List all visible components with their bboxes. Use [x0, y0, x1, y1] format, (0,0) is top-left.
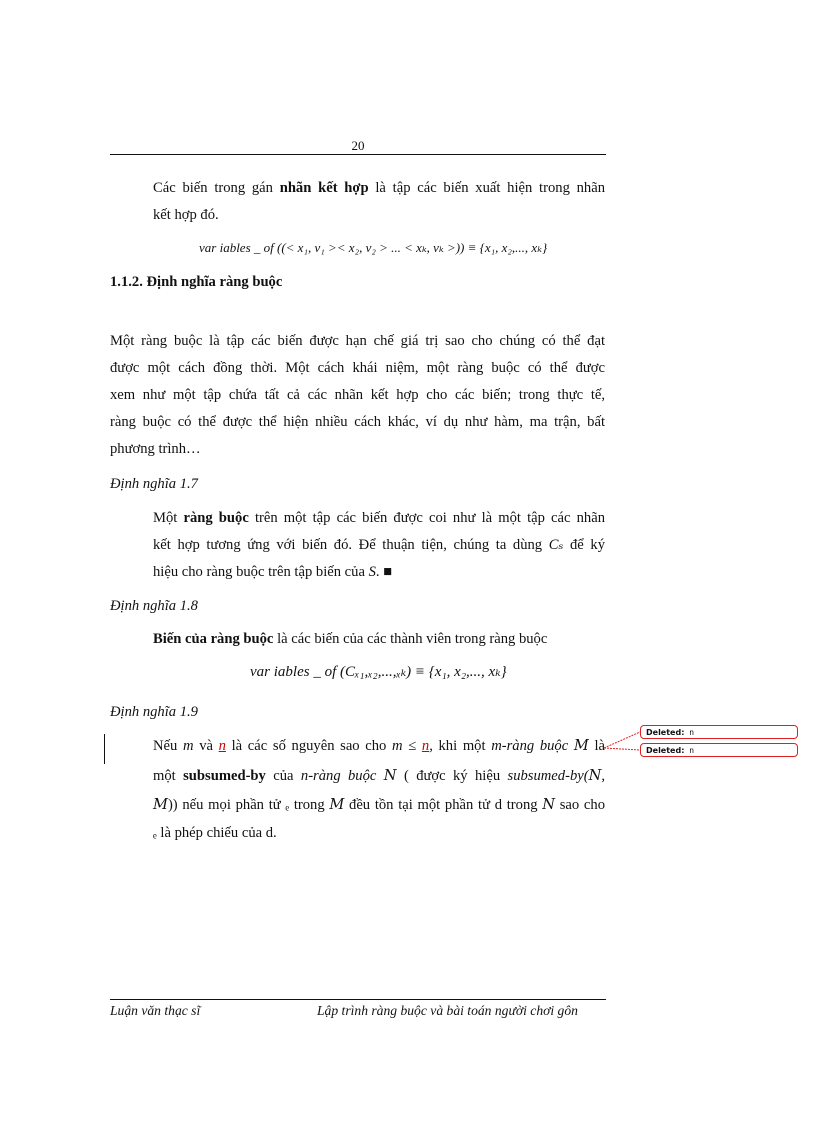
- def17-line2: kết hợp tương ứng với biến đó. Để thuận tiện, chúng ta dùng Cₛ để ký: [153, 537, 605, 553]
- text-cursor: [104, 734, 105, 764]
- para2-line3: xem như một tập chứa tất cả các nhãn kết hợp cho các biến; trong thực tế,: [110, 387, 605, 403]
- para2-line5: phương trình…: [110, 441, 201, 457]
- footer-left: Luận văn thạc sĩ: [110, 1003, 201, 1018]
- def19-line2: một subsumed-by của n-ràng buộc 𝑁 ( được ký hiệu subsumed-by(𝑁,: [153, 768, 605, 784]
- footer-right: Lập trình ràng buộc và bài toán người chơi gôn: [317, 1003, 578, 1018]
- para2-line2: được một cách đồng thời. Một cách khái niệm, một ràng buộc có thể được: [110, 360, 605, 376]
- def18-title: Định nghĩa 1.8: [110, 598, 198, 614]
- def17-line3: hiệu cho ràng buộc trên tập biến của S. ■: [153, 564, 393, 580]
- def18-line1: Biến của ràng buộc là các biến của các thành viên trong ràng buộc: [153, 631, 548, 647]
- def17-title: Định nghĩa 1.7: [110, 476, 198, 492]
- comment-balloon-deleted-2[interactable]: Deleted: n: [640, 743, 798, 757]
- formula-variables-of: var iables _ of ((< x₁, v₁ >< x₂, v₂ > ... < xₖ, vₖ >)) ≡ {x₁, x₂,..., xₖ}: [199, 240, 548, 255]
- footer-rule: [110, 999, 606, 1000]
- def17-line1: Một ràng buộc trên một tập các biến được coi như là một tập các nhãn: [153, 510, 605, 526]
- section-heading: 1.1.2. Định nghĩa ràng buộc: [110, 274, 283, 290]
- deleted-n-2: n: [421, 738, 430, 754]
- def19-line3: 𝑀)) nếu mọi phần tử ₑ trong 𝑀 đều tồn tại một phần tử d trong 𝑁 sao cho: [153, 797, 605, 813]
- comment-connector: [600, 728, 644, 768]
- para1-line2: kết hợp đó.: [153, 207, 219, 223]
- deleted-n-1: n: [218, 738, 226, 754]
- comment-balloon-deleted-1[interactable]: Deleted: n: [640, 725, 798, 739]
- def18-formula: var iables _ of (Cₓ₁,ₓ₂,...,ₓₖ) ≡ {x₁, x₂,..., xₖ}: [250, 664, 507, 680]
- para2-line1: Một ràng buộc là tập các biến được hạn chế giá trị sao cho chúng có thể đạt: [110, 333, 605, 349]
- page-number: 20: [351, 138, 365, 153]
- header-rule: [110, 154, 606, 155]
- def19-title: Định nghĩa 1.9: [110, 704, 198, 720]
- para1-line1: Các biến trong gán nhãn kết hợp là tập các biến xuất hiện trong nhãn: [153, 180, 605, 196]
- para2-line4: ràng buộc có thể được thể hiện nhiều cách khác, ví dụ như hàm, ma trận, bất: [110, 414, 605, 430]
- def19-line1: Nếu m và n là các số nguyên sao cho m ≤ n, khi một m-ràng buộc 𝑀 là: [153, 738, 606, 754]
- def19-line4: ₑ là phép chiếu của d.: [153, 825, 277, 841]
